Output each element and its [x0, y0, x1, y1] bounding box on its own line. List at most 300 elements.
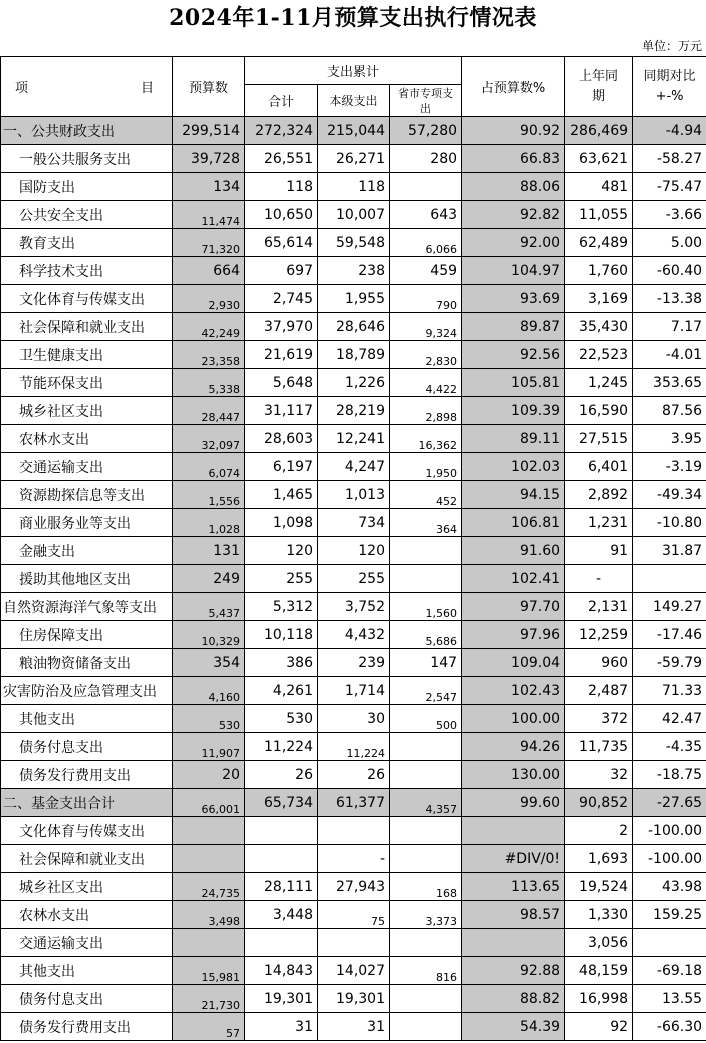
cell-last: 286,469 [565, 117, 633, 145]
cell-name: 城乡社区支出 [1, 397, 173, 425]
cell-budget: 21,730 [173, 985, 245, 1013]
cell-local: 27,943 [318, 873, 390, 901]
cell-budget: 11,474 [173, 201, 245, 229]
header-local: 本级支出 [318, 85, 390, 117]
cell-budget: 354 [173, 649, 245, 677]
cell-local: 61,377 [318, 789, 390, 817]
cell-pct: 97.96 [462, 621, 565, 649]
cell-name: 一、公共财政支出 [1, 117, 173, 145]
cell-pct: 94.26 [462, 733, 565, 761]
table-row [1, 509, 706, 537]
cell-total: 120 [245, 537, 318, 565]
cell-pct: 92.88 [462, 957, 565, 985]
header-item-left: 项 [15, 81, 29, 96]
cell-prov [390, 985, 462, 1013]
cell-name: 商业服务业等支出 [1, 509, 173, 537]
cell-name: 农林水支出 [1, 901, 173, 929]
cell-yoy: -75.47 [633, 173, 706, 201]
cell-pct: 92.56 [462, 341, 565, 369]
cell-yoy: -59.79 [633, 649, 706, 677]
cell-yoy: 13.55 [633, 985, 706, 1013]
cell-budget [173, 929, 245, 957]
table-row [1, 593, 706, 621]
table-row [1, 481, 706, 509]
cell-last: 62,489 [565, 229, 633, 257]
cell-yoy: 31.87 [633, 537, 706, 565]
cell-total: 19,301 [245, 985, 318, 1013]
cell-total: 118 [245, 173, 318, 201]
cell-pct [462, 817, 565, 845]
cell-yoy: 43.98 [633, 873, 706, 901]
budget-table [0, 56, 706, 1041]
cell-name: 债务发行费用支出 [1, 1013, 173, 1041]
cell-total: 255 [245, 565, 318, 593]
table-row [1, 677, 706, 705]
cell-last: 960 [565, 649, 633, 677]
cell-yoy: 87.56 [633, 397, 706, 425]
cell-pct: 89.87 [462, 313, 565, 341]
cell-prov: 452 [390, 481, 462, 509]
cell-prov [390, 173, 462, 201]
cell-local: 1,226 [318, 369, 390, 397]
cell-pct: 90.92 [462, 117, 565, 145]
cell-total: 65,614 [245, 229, 318, 257]
cell-total: 530 [245, 705, 318, 733]
cell-pct: 88.82 [462, 985, 565, 1013]
header-item [1, 57, 173, 117]
cell-last: 11,735 [565, 733, 633, 761]
cell-last: 2,487 [565, 677, 633, 705]
cell-name: 文化体育与传媒支出 [1, 817, 173, 845]
cell-prov: 5,686 [390, 621, 462, 649]
cell-prov: 816 [390, 957, 462, 985]
table-row [1, 201, 706, 229]
cell-last: 3,056 [565, 929, 633, 957]
cell-budget: 32,097 [173, 425, 245, 453]
cell-total: 1,098 [245, 509, 318, 537]
cell-pct: 93.69 [462, 285, 565, 313]
cell-last: 48,159 [565, 957, 633, 985]
cell-yoy: -60.40 [633, 257, 706, 285]
cell-prov: 500 [390, 705, 462, 733]
cell-yoy: 5.00 [633, 229, 706, 257]
cell-pct: 102.43 [462, 677, 565, 705]
table-row [1, 173, 706, 201]
cell-local: 4,247 [318, 453, 390, 481]
table-row [1, 901, 706, 929]
cell-budget: 530 [173, 705, 245, 733]
cell-yoy: -49.34 [633, 481, 706, 509]
cell-total: 21,619 [245, 341, 318, 369]
cell-name: 债务发行费用支出 [1, 761, 173, 789]
cell-last: 2,131 [565, 593, 633, 621]
table-row [1, 817, 706, 845]
cell-last: - [565, 565, 633, 593]
table-row [1, 313, 706, 341]
table-row [1, 341, 706, 369]
table-body [1, 117, 706, 1041]
cell-prov [390, 1013, 462, 1041]
cell-local: 75 [318, 901, 390, 929]
cell-budget: 20 [173, 761, 245, 789]
cell-total: 1,465 [245, 481, 318, 509]
cell-last: 1,330 [565, 901, 633, 929]
cell-prov: 2,547 [390, 677, 462, 705]
cell-total: 10,118 [245, 621, 318, 649]
header-provincial: 省市专项支出 [390, 85, 462, 117]
cell-name: 一般公共服务支出 [1, 145, 173, 173]
cell-yoy: 149.27 [633, 593, 706, 621]
cell-pct: 109.04 [462, 649, 565, 677]
cell-name: 粮油物资储备支出 [1, 649, 173, 677]
cell-local: 14,027 [318, 957, 390, 985]
page-title: 2024年1-11月预算支出执行情况表 [169, 5, 537, 31]
cell-pct: 102.41 [462, 565, 565, 593]
cell-yoy: 3.95 [633, 425, 706, 453]
cell-name: 社会保障和就业支出 [1, 845, 173, 873]
cell-yoy: -13.38 [633, 285, 706, 313]
cell-budget [173, 845, 245, 873]
table-row [1, 145, 706, 173]
cell-last: 481 [565, 173, 633, 201]
cell-prov: 790 [390, 285, 462, 313]
cell-local: 10,007 [318, 201, 390, 229]
table-row [1, 789, 706, 817]
cell-name: 城乡社区支出 [1, 873, 173, 901]
cell-name: 债务付息支出 [1, 985, 173, 1013]
cell-last: 16,590 [565, 397, 633, 425]
cell-budget: 24,735 [173, 873, 245, 901]
cell-total: 26 [245, 761, 318, 789]
header-item-right: 目 [140, 81, 154, 96]
table-row [1, 845, 706, 873]
cell-pct: 105.81 [462, 369, 565, 397]
cell-budget: 664 [173, 257, 245, 285]
table-row [1, 425, 706, 453]
cell-name: 农林水支出 [1, 425, 173, 453]
cell-last: 91 [565, 537, 633, 565]
table-row [1, 929, 706, 957]
cell-prov [390, 537, 462, 565]
cell-last: 12,259 [565, 621, 633, 649]
unit-label-row [0, 34, 706, 56]
cell-budget: 4,160 [173, 677, 245, 705]
cell-local: 120 [318, 537, 390, 565]
table-row [1, 705, 706, 733]
cell-local: 12,241 [318, 425, 390, 453]
cell-yoy: -100.00 [633, 845, 706, 873]
cell-last: 6,401 [565, 453, 633, 481]
cell-prov: 3,373 [390, 901, 462, 929]
cell-budget [173, 817, 245, 845]
table-row [1, 285, 706, 313]
table-row [1, 733, 706, 761]
cell-prov: 16,362 [390, 425, 462, 453]
cell-last: 1,231 [565, 509, 633, 537]
cell-local: 1,714 [318, 677, 390, 705]
table-row [1, 257, 706, 285]
cell-prov [390, 929, 462, 957]
cell-prov: 1,560 [390, 593, 462, 621]
cell-name: 科学技术支出 [1, 257, 173, 285]
cell-yoy: 353.65 [633, 369, 706, 397]
header-budget: 预算数 [173, 57, 245, 117]
cell-name: 其他支出 [1, 705, 173, 733]
cell-budget: 134 [173, 173, 245, 201]
cell-local: 59,548 [318, 229, 390, 257]
cell-total: 5,312 [245, 593, 318, 621]
cell-local: 28,646 [318, 313, 390, 341]
cell-prov: 459 [390, 257, 462, 285]
cell-budget: 42,249 [173, 313, 245, 341]
cell-yoy [633, 929, 706, 957]
cell-budget: 299,514 [173, 117, 245, 145]
cell-local: 1,013 [318, 481, 390, 509]
cell-prov: 364 [390, 509, 462, 537]
cell-total: 3,448 [245, 901, 318, 929]
cell-last: 22,523 [565, 341, 633, 369]
header-last-year: 上年同期 [565, 57, 633, 117]
cell-pct: 106.81 [462, 509, 565, 537]
cell-pct: 98.57 [462, 901, 565, 929]
cell-total: 5,648 [245, 369, 318, 397]
cell-yoy: -18.75 [633, 761, 706, 789]
cell-yoy: -4.94 [633, 117, 706, 145]
cell-budget: 66,001 [173, 789, 245, 817]
cell-pct: 92.82 [462, 201, 565, 229]
cell-last: 35,430 [565, 313, 633, 341]
table-row [1, 565, 706, 593]
cell-prov: 4,422 [390, 369, 462, 397]
cell-yoy [633, 565, 706, 593]
cell-pct: 94.15 [462, 481, 565, 509]
table-row [1, 873, 706, 901]
cell-pct: 102.03 [462, 453, 565, 481]
cell-local: 26,271 [318, 145, 390, 173]
cell-pct: 89.11 [462, 425, 565, 453]
table-row [1, 117, 706, 145]
cell-total [245, 929, 318, 957]
cell-name: 援助其他地区支出 [1, 565, 173, 593]
cell-total: 6,197 [245, 453, 318, 481]
cell-total: 272,324 [245, 117, 318, 145]
cell-local: 26 [318, 761, 390, 789]
cell-last: 1,693 [565, 845, 633, 873]
cell-pct: 109.39 [462, 397, 565, 425]
cell-total: 4,261 [245, 677, 318, 705]
header-cumulative: 支出累计 [245, 57, 462, 85]
cell-total: 697 [245, 257, 318, 285]
cell-pct: 92.00 [462, 229, 565, 257]
cell-pct [462, 929, 565, 957]
cell-yoy: -10.80 [633, 509, 706, 537]
cell-local: - [318, 845, 390, 873]
cell-last: 3,169 [565, 285, 633, 313]
cell-local: 19,301 [318, 985, 390, 1013]
cell-pct: 104.97 [462, 257, 565, 285]
cell-prov: 147 [390, 649, 462, 677]
cell-total: 31 [245, 1013, 318, 1041]
cell-total: 31,117 [245, 397, 318, 425]
cell-pct: 91.60 [462, 537, 565, 565]
table-row [1, 397, 706, 425]
header-pct: 占预算数% [462, 57, 565, 117]
cell-name: 资源勘探信息等支出 [1, 481, 173, 509]
cell-local: 31 [318, 1013, 390, 1041]
cell-name: 教育支出 [1, 229, 173, 257]
header-yoy: 同期对比+-% [633, 57, 706, 117]
cell-local: 4,432 [318, 621, 390, 649]
cell-total: 26,551 [245, 145, 318, 173]
unit-label: 单位：万元 [641, 39, 702, 53]
cell-yoy: -4.35 [633, 733, 706, 761]
cell-total: 28,603 [245, 425, 318, 453]
cell-prov: 9,324 [390, 313, 462, 341]
cell-prov [390, 817, 462, 845]
cell-local: 239 [318, 649, 390, 677]
cell-pct: 113.65 [462, 873, 565, 901]
table-row [1, 761, 706, 789]
cell-prov: 168 [390, 873, 462, 901]
cell-prov: 2,898 [390, 397, 462, 425]
cell-last: 16,998 [565, 985, 633, 1013]
cell-yoy: 42.47 [633, 705, 706, 733]
cell-name: 其他支出 [1, 957, 173, 985]
cell-budget: 3,498 [173, 901, 245, 929]
cell-name: 交通运输支出 [1, 929, 173, 957]
cell-pct: #DIV/0! [462, 845, 565, 873]
table-row [1, 453, 706, 481]
cell-budget: 1,028 [173, 509, 245, 537]
table-row [1, 1013, 706, 1041]
cell-last: 19,524 [565, 873, 633, 901]
cell-last: 372 [565, 705, 633, 733]
cell-budget: 57 [173, 1013, 245, 1041]
cell-budget: 1,556 [173, 481, 245, 509]
cell-pct: 88.06 [462, 173, 565, 201]
table-header [1, 57, 706, 117]
cell-name: 自然资源海洋气象等支出 [1, 593, 173, 621]
cell-local: 30 [318, 705, 390, 733]
cell-last: 11,055 [565, 201, 633, 229]
table-row [1, 229, 706, 257]
cell-yoy: -27.65 [633, 789, 706, 817]
cell-budget: 28,447 [173, 397, 245, 425]
cell-local: 11,224 [318, 733, 390, 761]
cell-local: 28,219 [318, 397, 390, 425]
cell-prov: 2,830 [390, 341, 462, 369]
cell-local: 1,955 [318, 285, 390, 313]
cell-last: 1,760 [565, 257, 633, 285]
cell-yoy: -58.27 [633, 145, 706, 173]
cell-name: 国防支出 [1, 173, 173, 201]
cell-local: 255 [318, 565, 390, 593]
cell-name: 公共安全支出 [1, 201, 173, 229]
cell-name: 金融支出 [1, 537, 173, 565]
cell-local: 118 [318, 173, 390, 201]
header-total: 合计 [245, 85, 318, 117]
cell-budget: 10,329 [173, 621, 245, 649]
cell-total: 14,843 [245, 957, 318, 985]
cell-budget: 5,338 [173, 369, 245, 397]
cell-local: 238 [318, 257, 390, 285]
cell-prov [390, 733, 462, 761]
table-row [1, 369, 706, 397]
cell-last: 32 [565, 761, 633, 789]
cell-last: 2,892 [565, 481, 633, 509]
table-row [1, 537, 706, 565]
cell-budget: 249 [173, 565, 245, 593]
cell-yoy: -100.00 [633, 817, 706, 845]
cell-budget: 2,930 [173, 285, 245, 313]
cell-local: 3,752 [318, 593, 390, 621]
cell-local [318, 929, 390, 957]
cell-local [318, 817, 390, 845]
cell-last: 63,621 [565, 145, 633, 173]
cell-yoy: -3.19 [633, 453, 706, 481]
cell-name: 卫生健康支出 [1, 341, 173, 369]
cell-local: 18,789 [318, 341, 390, 369]
cell-pct: 97.70 [462, 593, 565, 621]
cell-total: 28,111 [245, 873, 318, 901]
cell-prov: 1,950 [390, 453, 462, 481]
cell-budget: 11,907 [173, 733, 245, 761]
cell-yoy: -66.30 [633, 1013, 706, 1041]
cell-prov: 57,280 [390, 117, 462, 145]
cell-total: 2,745 [245, 285, 318, 313]
cell-total: 11,224 [245, 733, 318, 761]
cell-yoy: 7.17 [633, 313, 706, 341]
cell-last: 1,245 [565, 369, 633, 397]
cell-prov: 280 [390, 145, 462, 173]
cell-prov: 4,357 [390, 789, 462, 817]
cell-pct: 130.00 [462, 761, 565, 789]
cell-budget: 71,320 [173, 229, 245, 257]
cell-pct: 54.39 [462, 1013, 565, 1041]
cell-last: 90,852 [565, 789, 633, 817]
table-row [1, 621, 706, 649]
cell-pct: 100.00 [462, 705, 565, 733]
cell-local: 734 [318, 509, 390, 537]
cell-last: 2 [565, 817, 633, 845]
cell-name: 债务付息支出 [1, 733, 173, 761]
cell-yoy: -69.18 [633, 957, 706, 985]
table-row [1, 649, 706, 677]
table-row [1, 957, 706, 985]
cell-budget: 5,437 [173, 593, 245, 621]
cell-name: 交通运输支出 [1, 453, 173, 481]
cell-total [245, 817, 318, 845]
cell-prov [390, 845, 462, 873]
cell-name: 二、基金支出合计 [1, 789, 173, 817]
cell-budget: 39,728 [173, 145, 245, 173]
cell-total: 10,650 [245, 201, 318, 229]
cell-prov [390, 761, 462, 789]
cell-prov: 643 [390, 201, 462, 229]
cell-total [245, 845, 318, 873]
cell-name: 社会保障和就业支出 [1, 313, 173, 341]
cell-total: 386 [245, 649, 318, 677]
cell-pct: 99.60 [462, 789, 565, 817]
cell-budget: 23,358 [173, 341, 245, 369]
cell-total: 65,734 [245, 789, 318, 817]
cell-total: 37,970 [245, 313, 318, 341]
cell-last: 92 [565, 1013, 633, 1041]
cell-yoy: -17.46 [633, 621, 706, 649]
cell-yoy: -4.01 [633, 341, 706, 369]
cell-yoy: 71.33 [633, 677, 706, 705]
cell-name: 住房保障支出 [1, 621, 173, 649]
